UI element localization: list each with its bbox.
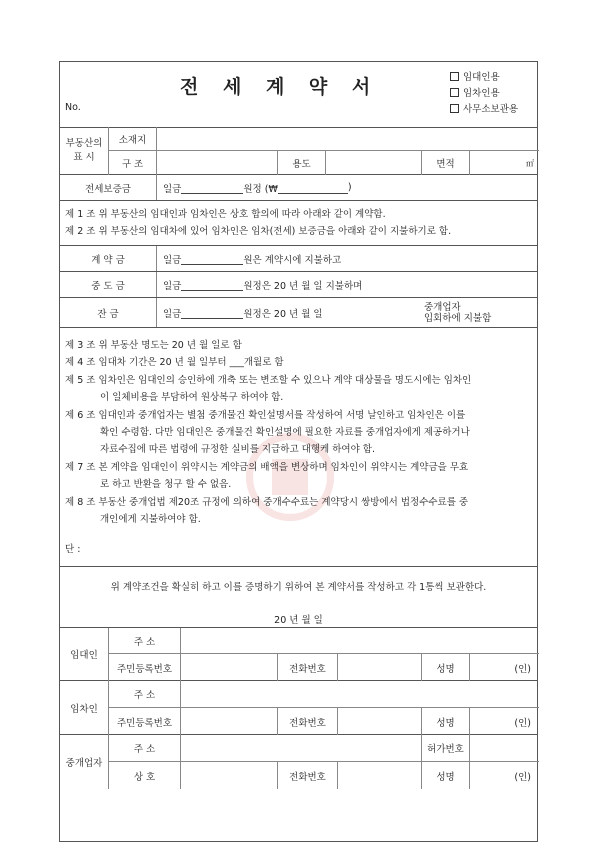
landlord-phone-label: 전화번호 bbox=[277, 654, 337, 681]
article-6-cont2: 자료수집에 따른 법령에 규정한 실비를 지급하고 대행케 하여야 함. bbox=[100, 444, 375, 456]
landlord-address-label: 주 소 bbox=[108, 628, 180, 654]
deposit-label: 전세보증금 bbox=[85, 183, 131, 195]
doc-number-label: No. bbox=[65, 102, 81, 113]
landlord-phone-field[interactable] bbox=[337, 654, 421, 681]
structure-field[interactable] bbox=[156, 151, 277, 175]
deposit-figure-blank[interactable] bbox=[278, 182, 348, 194]
tenant-name-field[interactable]: (인) bbox=[469, 708, 539, 735]
article-7-cont: 로 하고 반환을 청구 할 수 없음. bbox=[100, 479, 232, 491]
tenant-address-field[interactable] bbox=[180, 681, 539, 708]
property-section-label: 부동산의 표 시 bbox=[65, 137, 103, 163]
document-header bbox=[60, 62, 537, 128]
article-6-cont: 확인 수령함. 다만 임대인은 중개물건 확인설명에 필요한 자료를 중개업자에게 제공하거나 bbox=[100, 427, 470, 439]
landlord-section bbox=[60, 628, 537, 681]
deposit-row bbox=[60, 175, 537, 201]
landlord-address-field[interactable] bbox=[180, 628, 539, 654]
agent-phone-label: 전화번호 bbox=[277, 762, 337, 789]
closing-statement: 위 계약조건을 확실히 하고 이를 증명하기 위하여 본 계약서를 작성하고 각 1통씩 보관한다. bbox=[110, 582, 487, 593]
purpose-checkboxes bbox=[450, 70, 518, 118]
agent-company-field[interactable] bbox=[180, 762, 277, 789]
purpose-tenant[interactable]: 임차인용 bbox=[450, 86, 518, 102]
balance-note: 중개업자 입회하에 지불함 bbox=[424, 301, 492, 324]
tenant-label: 임차인 bbox=[70, 703, 98, 715]
article-5: 제 5 조 임차인은 임대인의 승인하에 개축 또는 변조할 수 있으나 계약 대상물을 명도시에는 임차인 bbox=[65, 374, 472, 386]
special-terms-label: 단 : bbox=[65, 544, 81, 556]
article-8-cont: 개인에게 지불하여야 함. bbox=[100, 514, 201, 526]
article-4: 제 4 조 임대차 기간은 20 년 월 일부터 ___개월로 함 bbox=[65, 357, 284, 369]
agent-section bbox=[60, 735, 537, 789]
article-5-cont: 이 일체비용을 부담하여 원상복구 하여야 함. bbox=[100, 392, 284, 404]
contract-payment-label: 계 약 금 bbox=[91, 254, 125, 266]
location-field[interactable] bbox=[156, 127, 539, 151]
tenant-id-field[interactable] bbox=[180, 708, 277, 735]
closing-section bbox=[60, 567, 537, 628]
area-label: 면적 bbox=[421, 151, 469, 175]
landlord-name-field[interactable]: (인) bbox=[469, 654, 539, 681]
landlord-name-label: 성명 bbox=[421, 654, 469, 681]
agent-address-field[interactable] bbox=[180, 735, 421, 762]
deposit-amount[interactable]: 일금 원정 (₩ ) bbox=[156, 175, 539, 200]
balance-payment-row bbox=[60, 298, 537, 328]
tenant-address-label: 주 소 bbox=[108, 681, 180, 708]
agent-company-label: 상 호 bbox=[108, 762, 180, 789]
article-7: 제 7 조 본 계약을 임대인이 위약시는 계약금의 배액을 변상하며 임차인이 위약시는 계약금을 무효 bbox=[65, 461, 469, 473]
purpose-landlord[interactable]: 임대인용 bbox=[450, 70, 518, 86]
article-2: 제 2 조 위 부동산의 임대차에 있어 임차인은 임차(전세) 보증금을 아래와 같이 지불하기로 함. bbox=[65, 226, 452, 237]
agent-phone-field[interactable] bbox=[337, 762, 421, 789]
location-label: 소재지 bbox=[108, 127, 156, 151]
middle-payment-row bbox=[60, 272, 537, 298]
agent-license-field[interactable] bbox=[469, 735, 539, 762]
agent-address-label: 주 소 bbox=[108, 735, 180, 762]
landlord-id-label: 주민등록번호 bbox=[108, 654, 180, 681]
article-6: 제 6 조 임대인과 중개업자는 별첨 중개물건 확인설명서를 작성하여 서명 날인하고 임차인은 이를 bbox=[65, 409, 466, 421]
contract-payment-field[interactable]: 일금 원은 계약시에 지불하고 bbox=[156, 246, 539, 271]
articles-section bbox=[60, 328, 537, 567]
article-8: 제 8 조 부동산 중개업법 제20조 규정에 의하여 중개수수료는 계약당시 쌍방에서 법정수수료를 중 bbox=[65, 496, 469, 508]
checkbox-icon[interactable] bbox=[450, 88, 459, 97]
tenant-phone-label: 전화번호 bbox=[277, 708, 337, 735]
use-label: 용도 bbox=[277, 151, 325, 175]
use-field[interactable] bbox=[325, 151, 421, 175]
agent-name-label: 성명 bbox=[421, 762, 469, 789]
deposit-amount-blank[interactable] bbox=[181, 182, 243, 194]
articles-top bbox=[60, 201, 537, 246]
tenant-id-label: 주민등록번호 bbox=[108, 708, 180, 735]
landlord-label: 임대인 bbox=[70, 650, 98, 661]
balance-payment-label: 잔 금 bbox=[97, 308, 119, 320]
area-unit: ㎡ bbox=[526, 158, 534, 168]
agent-name-field[interactable]: (인) bbox=[469, 762, 539, 789]
middle-payment-label: 중 도 금 bbox=[91, 280, 125, 292]
tenant-section bbox=[60, 681, 537, 735]
agent-label: 중개업자 bbox=[65, 758, 103, 769]
contract-date[interactable]: 20 년 월 일 bbox=[274, 615, 323, 626]
contract-payment-row bbox=[60, 246, 537, 272]
checkbox-icon[interactable] bbox=[450, 72, 459, 81]
agent-license-label: 허가번호 bbox=[421, 735, 469, 762]
tenant-phone-field[interactable] bbox=[337, 708, 421, 735]
tenant-name-label: 성명 bbox=[421, 708, 469, 735]
article-3: 제 3 조 위 부동산 명도는 20 년 월 일로 함 bbox=[65, 340, 242, 351]
contract-document bbox=[59, 61, 538, 842]
balance-payment-field[interactable]: 일금 원정은 20 년 월 일 bbox=[156, 298, 418, 327]
structure-label: 구 조 bbox=[108, 151, 156, 175]
article-1: 제 1 조 위 부동산의 임대인과 임차인은 상호 합의에 따라 아래와 같이 계약함. bbox=[65, 209, 386, 220]
purpose-office[interactable]: 사무소보관용 bbox=[450, 102, 518, 118]
property-section bbox=[60, 127, 537, 175]
checkbox-icon[interactable] bbox=[450, 104, 459, 113]
landlord-id-field[interactable] bbox=[180, 654, 277, 681]
area-field[interactable] bbox=[469, 151, 539, 175]
middle-payment-field[interactable]: 일금 원정은 20 년 월 일 지불하며 bbox=[156, 272, 539, 297]
page-title: 전 세 계 약 서 bbox=[180, 76, 380, 98]
